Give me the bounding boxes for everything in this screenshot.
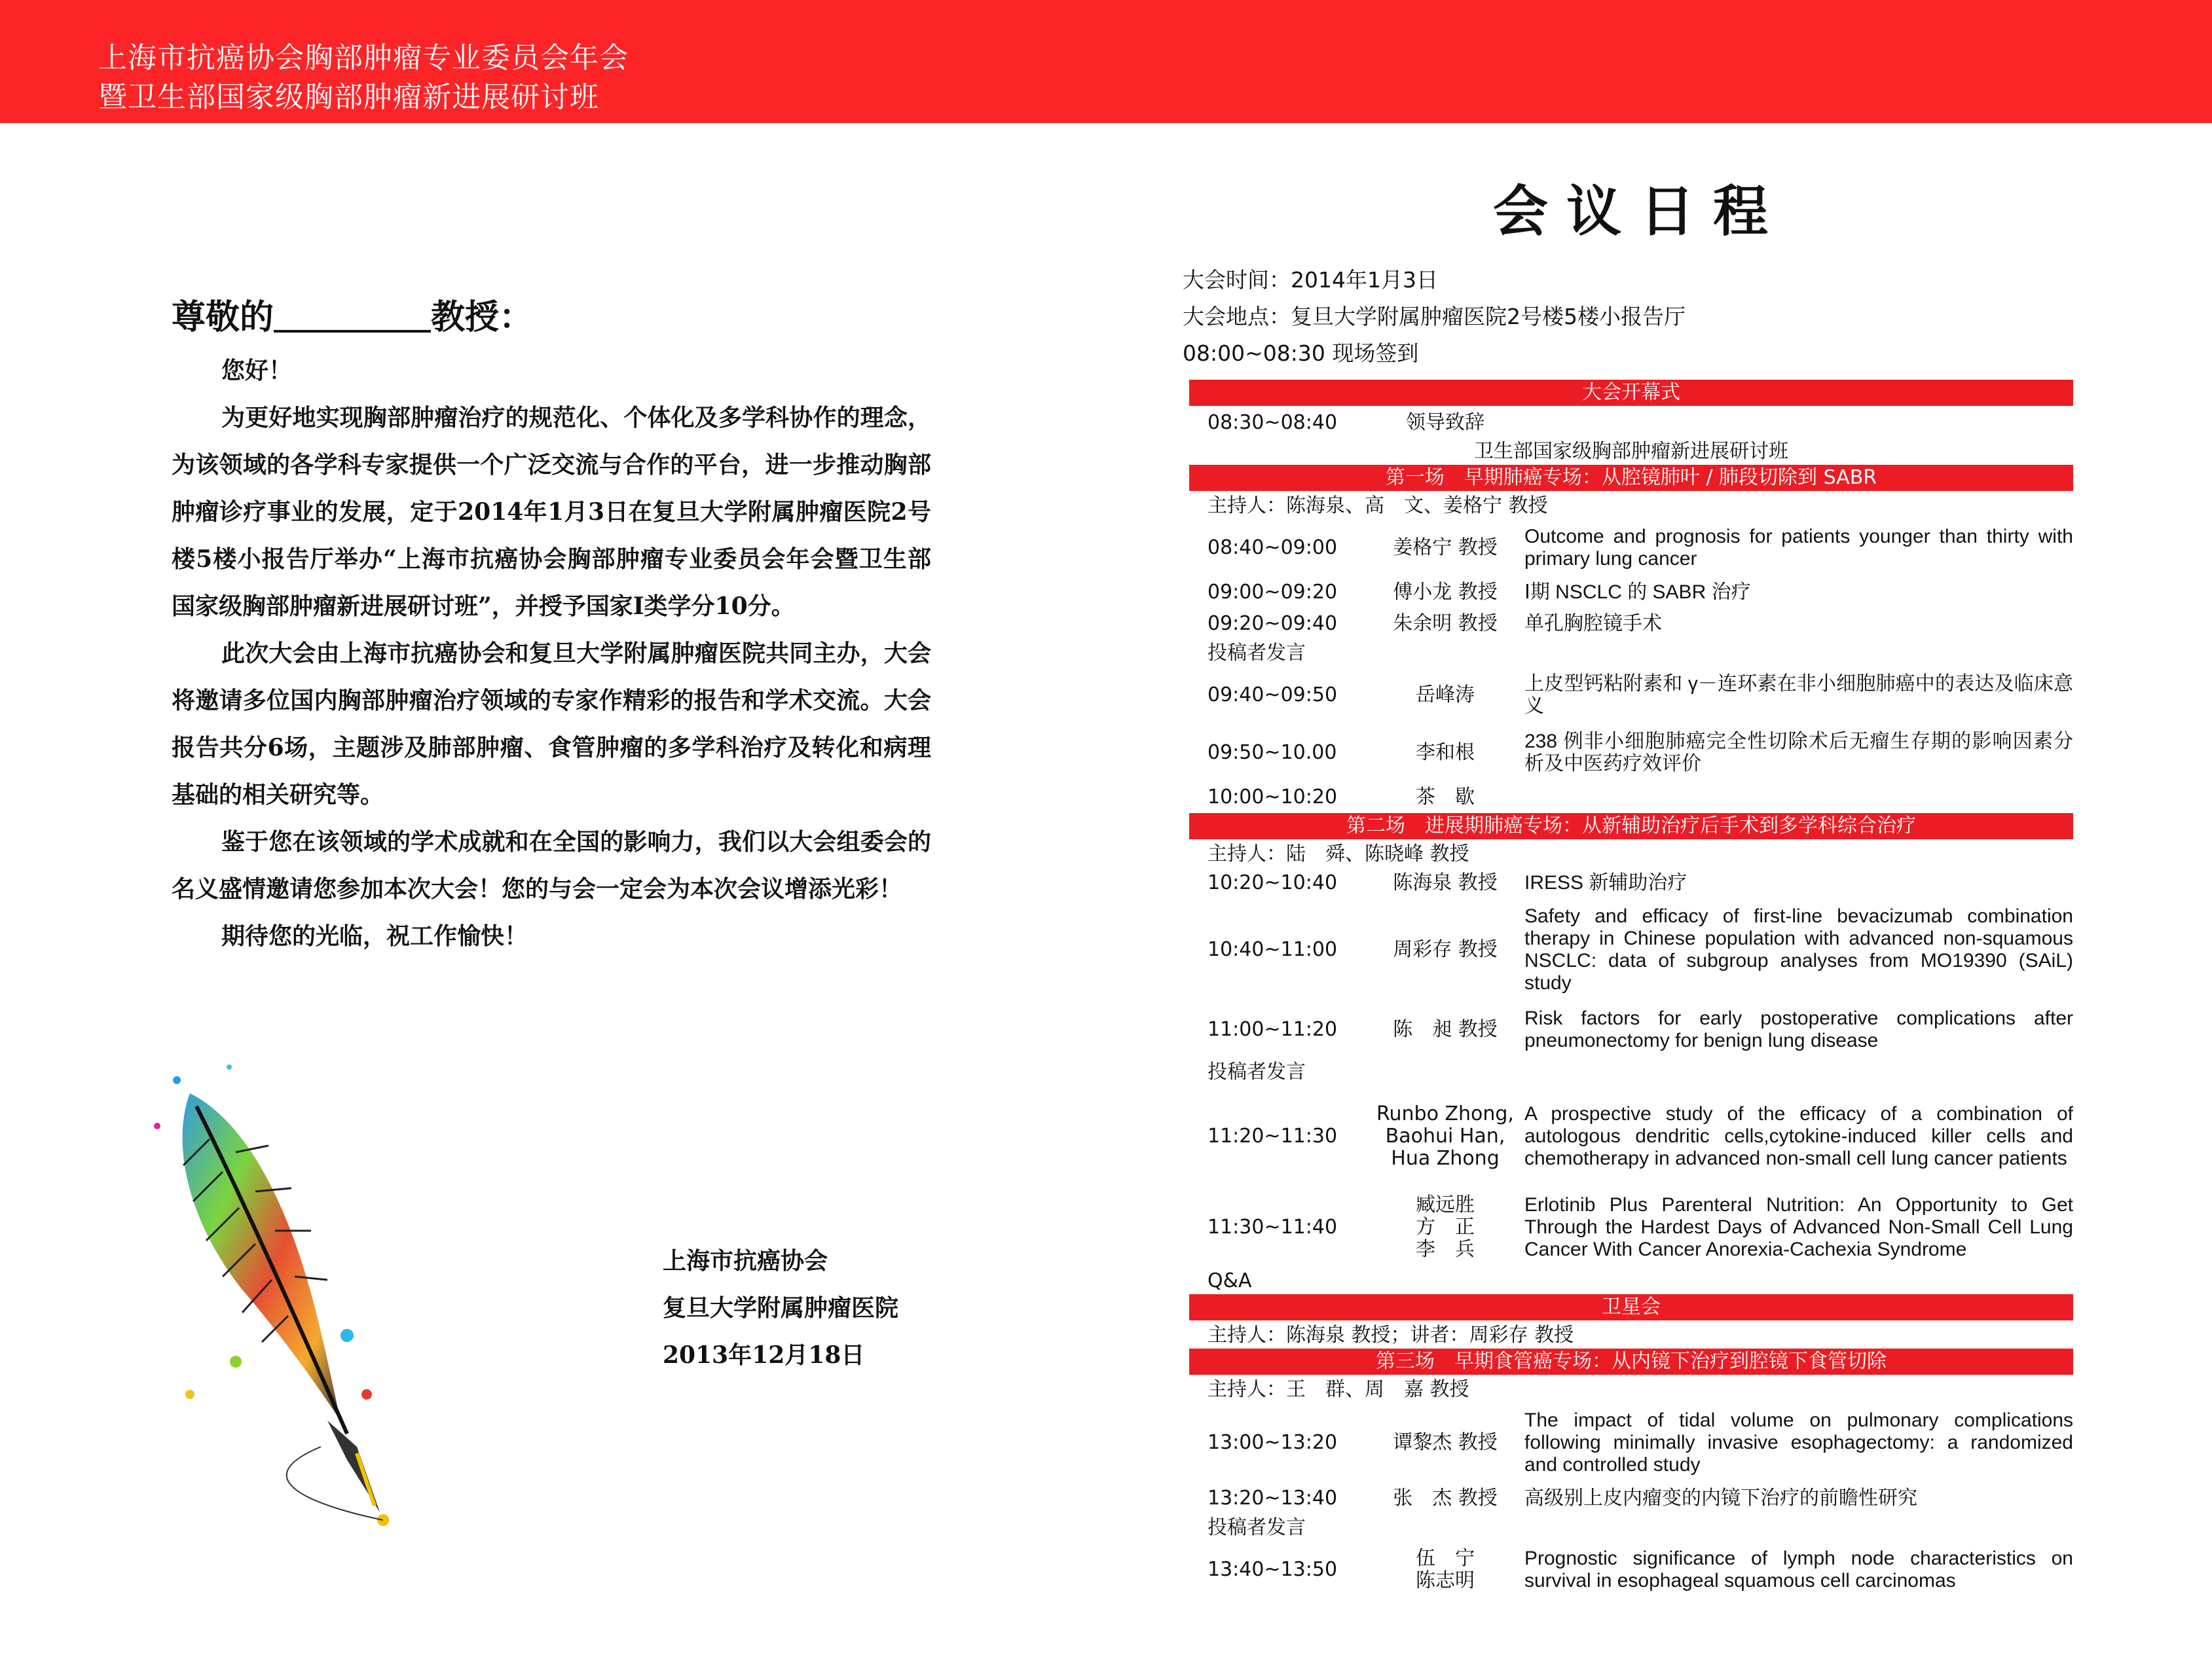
session-note: 主持人：王 群、周 嘉 教授 xyxy=(1207,1377,1469,1401)
schedule-topic: Outcome and prognosis for patients younger than thirty with primary lung cancer xyxy=(1524,526,2073,570)
schedule-topic: 单孔胸腔镜手术 xyxy=(1524,613,1662,634)
schedule-row xyxy=(1189,782,2073,813)
schedule-speaker: 茶 歇 xyxy=(1416,786,1475,808)
schedule-time: 10:40~11:00 xyxy=(1207,938,1338,961)
feather-quill-illustration xyxy=(131,1054,432,1538)
schedule-row xyxy=(1189,577,2073,608)
schedule-row xyxy=(1189,1001,2073,1059)
schedule-time: 09:20~09:40 xyxy=(1207,612,1338,635)
schedule-speaker: Runbo Zhong, Baohui Han, Hua Zhong xyxy=(1376,1102,1514,1170)
salutation-suffix: 教授： xyxy=(431,297,534,337)
meeting-time: 大会时间：2014年1月3日 xyxy=(1183,267,1438,293)
schedule-topic: Ⅰ期 NSCLC 的 SABR 治疗 xyxy=(1524,581,1751,603)
letter-paragraph: 为更好地实现胸部肿瘤治疗的规范化、个体化及多学科协作的理念，为该领域的各学科专家提供一个广泛交流与合作的平台，进一步推动胸部肿瘤诊疗事业的发展，定于2014年1月3日在复旦大学附属肿瘤医院2号楼5楼小报告厅举办“上海市抗癌协会胸部肿瘤专业委员会年会暨卫生部国家级胸部肿瘤新进展研讨班”，并授予国家Ⅰ类学分10分。 xyxy=(172,404,931,620)
schedule-speaker: 周彩存 教授 xyxy=(1393,938,1498,961)
schedule-topic: 上皮型钙粘附素和 γ－连环素在非小细胞肺癌中的表达及临床意义 xyxy=(1524,673,2073,717)
schedule-speaker: 张 杰 教授 xyxy=(1393,1487,1498,1510)
schedule-topic: Safety and efficacy of first-line bevacizumab combination therapy in Chinese population with advanced non-squamous NSCLC: data of subgroup analyses from MO19390 (SAiL) study xyxy=(1524,905,2073,994)
schedule-speaker: 臧远胜 方 正 李 兵 xyxy=(1416,1193,1475,1261)
session-header-bar: 第二场 进展期肺癌专场：从新辅助治疗后手术到多学科综合治疗 xyxy=(1189,813,2073,839)
schedule-speaker: 朱余明 教授 xyxy=(1393,612,1498,635)
schedule-topic: 高级别上皮内瘤变的内镜下治疗的前瞻性研究 xyxy=(1524,1487,1917,1509)
schedule-topic: The impact of tidal volume on pulmonary complications following minimally invasive esophagectomy: a randomized and controlled study xyxy=(1524,1409,2073,1476)
signature-org-2: 复旦大学附属肿瘤医院 xyxy=(663,1294,899,1322)
header-title-line-2: 暨卫生部国家级胸部肿瘤新进展研讨班 xyxy=(98,81,599,114)
schedule-speaker: 岳峰涛 xyxy=(1416,683,1475,706)
session-note: Q&A xyxy=(1207,1269,1252,1292)
registration-time: 08:00~08:30 现场签到 xyxy=(1183,340,1419,366)
schedule-topic: 238 例非小细胞肺癌完全性切除术后无瘤生存期的影响因素分析及中医药疗效评价 xyxy=(1524,731,2073,774)
agenda-meta xyxy=(1183,262,1686,372)
schedule-time: 10:00~10:20 xyxy=(1207,786,1338,808)
session-subtitle: 卫生部国家级胸部肿瘤新进展研讨班 xyxy=(1474,440,1788,463)
schedule-topic: Risk factors for early postoperative complications after pneumonectomy for benign lung disease xyxy=(1524,1007,2073,1051)
schedule-speaker: 谭黎杰 教授 xyxy=(1393,1431,1498,1454)
schedule-speaker: 傅小龙 教授 xyxy=(1393,581,1498,604)
schedule-row xyxy=(1189,899,2073,1001)
agenda-schedule xyxy=(1189,380,2073,1599)
invitation-letter xyxy=(172,288,931,960)
session-note: 投稿者发言 xyxy=(1207,1060,1306,1083)
schedule-row xyxy=(1189,867,2073,899)
schedule-time: 09:50~10.00 xyxy=(1207,741,1337,764)
header-banner xyxy=(0,0,2212,123)
schedule-row xyxy=(1189,519,2073,577)
schedule-topic: A prospective study of the efficacy of a combination of autologous dendritic cells,cytokine-induced killer cells and chemotherapy in advanced non-small cell lung cancer patients xyxy=(1524,1103,2073,1169)
schedule-time: 13:00~13:20 xyxy=(1207,1431,1338,1454)
session-note: 主持人：陈海泉、高 文、姜格宁 教授 xyxy=(1207,494,1548,517)
meeting-venue: 大会地点：复旦大学附属肿瘤医院2号楼5楼小报告厅 xyxy=(1183,304,1686,329)
schedule-time: 13:20~13:40 xyxy=(1207,1487,1338,1510)
schedule-time: 09:00~09:20 xyxy=(1207,581,1338,604)
schedule-time: 11:00~11:20 xyxy=(1207,1018,1338,1041)
session-header-bar: 第一场 早期肺癌专场：从腔镜肺叶 / 肺段切除到 SABR xyxy=(1189,465,2073,491)
signature-date: 2013年12月18日 xyxy=(663,1341,865,1369)
schedule-row xyxy=(1189,608,2073,640)
schedule-time: 10:20~10:40 xyxy=(1207,871,1338,894)
session-header-bar: 卫星会 xyxy=(1189,1294,2073,1320)
schedule-speaker: 领导致辞 xyxy=(1406,411,1484,434)
schedule-topic: Erlotinib Plus Parenteral Nutrition: An Opportunity to Get Through the Hardest Days of Advanced Non-Small Cell Lung Cancer With Cancer Anorexia-Cachexia Syndrome xyxy=(1524,1194,2073,1260)
schedule-row xyxy=(1189,1188,2073,1267)
session-header-bar: 第三场 早期食管癌专场：从内镜下治疗到腔镜下食管切除 xyxy=(1189,1349,2073,1375)
schedule-time: 11:30~11:40 xyxy=(1207,1216,1338,1239)
schedule-topic: IRESS 新辅助治疗 xyxy=(1524,872,1687,894)
schedule-row xyxy=(1189,724,2073,782)
schedule-row xyxy=(1189,1403,2073,1483)
letter-signature xyxy=(663,1237,898,1379)
letter-paragraph: 期待您的光临，祝工作愉快！ xyxy=(221,922,528,950)
session-header-bar: 大会开幕式 xyxy=(1189,380,2073,406)
salutation-prefix: 尊敬的 xyxy=(172,297,274,337)
schedule-time: 09:40~09:50 xyxy=(1207,683,1338,706)
schedule-speaker: 伍 宁 陈志明 xyxy=(1416,1547,1475,1592)
schedule-topic: Prognostic significance of lymph node characteristics on survival in esophageal squamous cell carcinomas xyxy=(1524,1548,2073,1591)
schedule-time: 08:30~08:40 xyxy=(1207,411,1338,434)
letter-paragraph: 鉴于您在该领域的学术成就和在全国的影响力，我们以大会组委会的名义盛情邀请您参加本次大会！您的与会一定会为本次会议增添光彩！ xyxy=(172,828,931,903)
header-title-line-1: 上海市抗癌协会胸部肿瘤专业委员会年会 xyxy=(98,41,629,75)
schedule-speaker: 姜格宁 教授 xyxy=(1393,536,1498,559)
signature-org-1: 上海市抗癌协会 xyxy=(663,1247,828,1275)
name-blank-line xyxy=(274,293,431,333)
schedule-row xyxy=(1189,666,2073,724)
session-note: 主持人：陈海泉 教授；讲者：周彩存 教授 xyxy=(1207,1323,1574,1347)
schedule-row xyxy=(1189,407,2073,439)
agenda-title: 会议日程 xyxy=(1493,179,1787,244)
schedule-time: 13:40~13:50 xyxy=(1207,1558,1338,1581)
schedule-time: 08:40~09:00 xyxy=(1207,536,1338,559)
schedule-speaker: 陈 昶 教授 xyxy=(1393,1018,1498,1041)
schedule-row xyxy=(1189,1085,2073,1188)
letter-paragraph: 您好！ xyxy=(221,357,293,384)
schedule-time: 11:20~11:30 xyxy=(1207,1125,1338,1148)
session-note: 主持人：陆 舜、陈晓峰 教授 xyxy=(1207,842,1469,865)
schedule-speaker: 陈海泉 教授 xyxy=(1393,871,1498,894)
schedule-row xyxy=(1189,1541,2073,1599)
session-note: 投稿者发言 xyxy=(1207,1516,1306,1539)
session-note: 投稿者发言 xyxy=(1207,641,1306,664)
schedule-row xyxy=(1189,1483,2073,1514)
letter-paragraph: 此次大会由上海市抗癌协会和复旦大学附属肿瘤医院共同主办，大会将邀请多位国内胸部肿瘤治疗领域的专家作精彩的报告和学术交流。大会报告共分6场，主题涉及肺部肿瘤、食管肿瘤的多学科治疗及转化和病理基础的相关研究等。 xyxy=(172,640,931,808)
schedule-speaker: 李和根 xyxy=(1416,741,1475,764)
salutation xyxy=(172,288,931,347)
